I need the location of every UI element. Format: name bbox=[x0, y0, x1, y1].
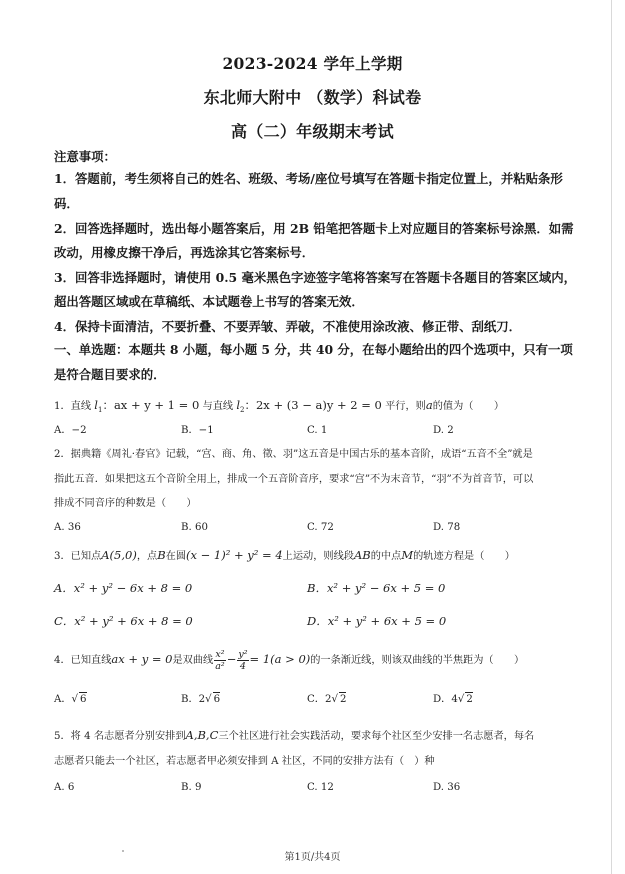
q4-c-label: C．2 bbox=[307, 694, 332, 705]
q1-pre: 1．直线 bbox=[54, 401, 92, 412]
q1-option-c: C. 1 bbox=[307, 425, 328, 436]
q3-mid3: 上运动，则线段 bbox=[282, 551, 354, 562]
q2-option-d: D. 78 bbox=[433, 522, 461, 533]
q4-option-d: D．4√ 2 bbox=[433, 694, 473, 705]
note-1a: 1．答题前，考生须将自己的姓名、班级、考场/座位号填写在答题卡指定位置上，并粘贴条形 bbox=[54, 171, 563, 186]
q4-option-a: A．√ 6 bbox=[54, 694, 87, 705]
question-5-line-1 bbox=[54, 728, 574, 744]
q4-minus: − bbox=[226, 652, 237, 666]
page-number: 第1页/共4页 bbox=[284, 852, 341, 863]
q4-b-label: B．2 bbox=[181, 694, 206, 705]
q4-tail: 的一条渐近线，则该双曲线的半焦距为（ ） bbox=[310, 655, 525, 666]
q2-option-c: C. 72 bbox=[307, 522, 334, 533]
note-1b: 码． bbox=[54, 196, 79, 211]
q4-line: ax + y = 0 bbox=[111, 652, 173, 666]
q3-point-b: B bbox=[157, 548, 166, 562]
q4-frac-y-num: y² bbox=[238, 648, 248, 660]
q1-option-b: B．−1 bbox=[181, 425, 214, 436]
section-1-line-a: 一、单选题：本题共 8 小题，每小题 5 分，共 40 分，在每小题给出的四个选项中，只有一项 bbox=[54, 342, 573, 357]
q3-mid1: ，点 bbox=[136, 551, 158, 562]
q3-segment: AB bbox=[353, 548, 371, 562]
q3-circle: (x − 1)² + y² = 4 bbox=[186, 548, 283, 562]
title-exam: 高（二）年级期末考试 bbox=[230, 122, 394, 141]
q5-abc: A,B,C bbox=[185, 728, 219, 742]
q3-option-a: A．x² + y² − 6x + 8 = 0 bbox=[54, 581, 193, 595]
q5-pre: 5．将 4 名志愿者分别安排到 bbox=[54, 731, 186, 742]
q1-l2-sub: 2 bbox=[240, 406, 245, 415]
q5-option-d: D. 36 bbox=[433, 782, 461, 793]
title-term: 2023-2024 学年上学期 bbox=[222, 54, 403, 73]
question-2-line-2: 指此五音．如果把这五个音阶全用上，排成一个五音阶音序，要求“宫”不为末音节，“羽”不为首音节，可以 bbox=[54, 474, 534, 485]
note-2b: 改动，用橡皮擦干净后，再选涂其它答案标号． bbox=[54, 245, 315, 260]
q5-option-b: B. 9 bbox=[181, 782, 202, 793]
q1-l1-sub: 1 bbox=[97, 406, 103, 415]
q4-option-c: C．2√ 2 bbox=[307, 694, 347, 705]
q4-c-radicand: 2 bbox=[339, 694, 347, 705]
notes-heading: 注意事项： bbox=[54, 149, 116, 164]
q4-mid: 是双曲线 bbox=[172, 655, 214, 666]
q3-tail: 的轨迹方程是（ ） bbox=[413, 551, 515, 562]
q3-option-b: B．x² + y² − 6x + 5 = 0 bbox=[307, 581, 446, 595]
question-4 bbox=[54, 648, 574, 672]
q3-mid2: 在圆 bbox=[165, 551, 187, 562]
q1-eq1: ：ax + y + 1 = 0 bbox=[102, 398, 200, 412]
q4-b-radicand: 6 bbox=[213, 694, 221, 705]
q4-fraction-x bbox=[214, 649, 225, 672]
question-2-line-1: 2．据典籍《周礼·春官》记载，“宫、商、角、徵、羽”这五音是中国古乐的基本音阶，成语“五音不全”就是 bbox=[54, 449, 533, 460]
q3-pre: 3．已知点 bbox=[54, 551, 102, 562]
q4-fraction-y bbox=[237, 649, 248, 672]
q1-var: a bbox=[425, 398, 433, 412]
q3-midpoint: M bbox=[401, 548, 414, 562]
note-2a: 2．回答选择题时，选出每小题答案后，用 2B 铅笔把答题卡上对应题目的答案标号涂黑．如需 bbox=[54, 221, 574, 236]
q5-option-a: A. 6 bbox=[54, 782, 75, 793]
title-school: 东北师大附中 （数学）科试卷 bbox=[203, 88, 422, 107]
q4-d-radicand: 2 bbox=[466, 694, 473, 705]
q3-mid4: 的中点 bbox=[370, 551, 402, 562]
q4-condition: = 1(a > 0) bbox=[249, 652, 311, 666]
note-3b: 超出答题区域或在草稿纸、本试题卷上书写的答案无效． bbox=[54, 294, 364, 309]
q4-option-b: B．2√ 6 bbox=[181, 694, 221, 705]
q2-option-a: A. 36 bbox=[54, 522, 81, 533]
q4-d-label: D．4 bbox=[433, 694, 458, 705]
q1-eq2: ：2x + (3 − a)y + 2 = 0 bbox=[244, 398, 382, 412]
q5-option-c: C. 12 bbox=[307, 782, 334, 793]
q1-option-d: D. 2 bbox=[433, 425, 454, 436]
q1-option-a: A．−2 bbox=[54, 425, 87, 436]
q3-option-d: D．x² + y² + 6x + 5 = 0 bbox=[307, 614, 447, 628]
section-1-line-b: 是符合题目要求的． bbox=[54, 367, 166, 382]
q1-tail: 的值为（ ） bbox=[432, 401, 505, 412]
question-3 bbox=[54, 548, 574, 564]
q4-a-label: A． bbox=[54, 694, 72, 705]
q1-l2: l bbox=[236, 398, 241, 412]
q2-option-b: B. 60 bbox=[181, 522, 208, 533]
q3-point-a: A(5,0) bbox=[101, 548, 137, 562]
q1-post: 平行，则 bbox=[385, 401, 426, 412]
q4-a-radicand: 6 bbox=[80, 694, 87, 705]
q3-option-c: C．x² + y² + 6x + 8 = 0 bbox=[54, 614, 193, 628]
q1-mid: 与直线 bbox=[202, 401, 234, 412]
question-5-line-2: 志愿者只能去一个社区，若志愿者甲必须安排到 A 社区，不同的安排方法有（ ）种 bbox=[54, 756, 435, 767]
q4-frac-y-den: 4 bbox=[239, 660, 246, 672]
note-3a: 3．回答非选择题时，请使用 0.5 毫米黑色字迹签字笔将答案写在答题卡各题目的答案区域内， bbox=[54, 270, 577, 285]
q4-pre: 4．已知直线 bbox=[54, 655, 112, 666]
q5-tail1: 三个社区进行社会实践活动，要求每个社区至少安排一名志愿者，每名 bbox=[218, 731, 535, 742]
question-1 bbox=[54, 398, 574, 417]
question-2-line-3: 排成不同音序的种数是（ ） bbox=[54, 498, 197, 509]
q4-frac-x-den: a² bbox=[215, 660, 225, 672]
note-4: 4．保持卡面清洁，不要折叠、不要弄皱、弄破，不准使用涂改液、修正带、刮纸刀． bbox=[54, 319, 522, 334]
q1-l1: l bbox=[94, 398, 98, 412]
q4-frac-x-num: x² bbox=[215, 648, 225, 660]
